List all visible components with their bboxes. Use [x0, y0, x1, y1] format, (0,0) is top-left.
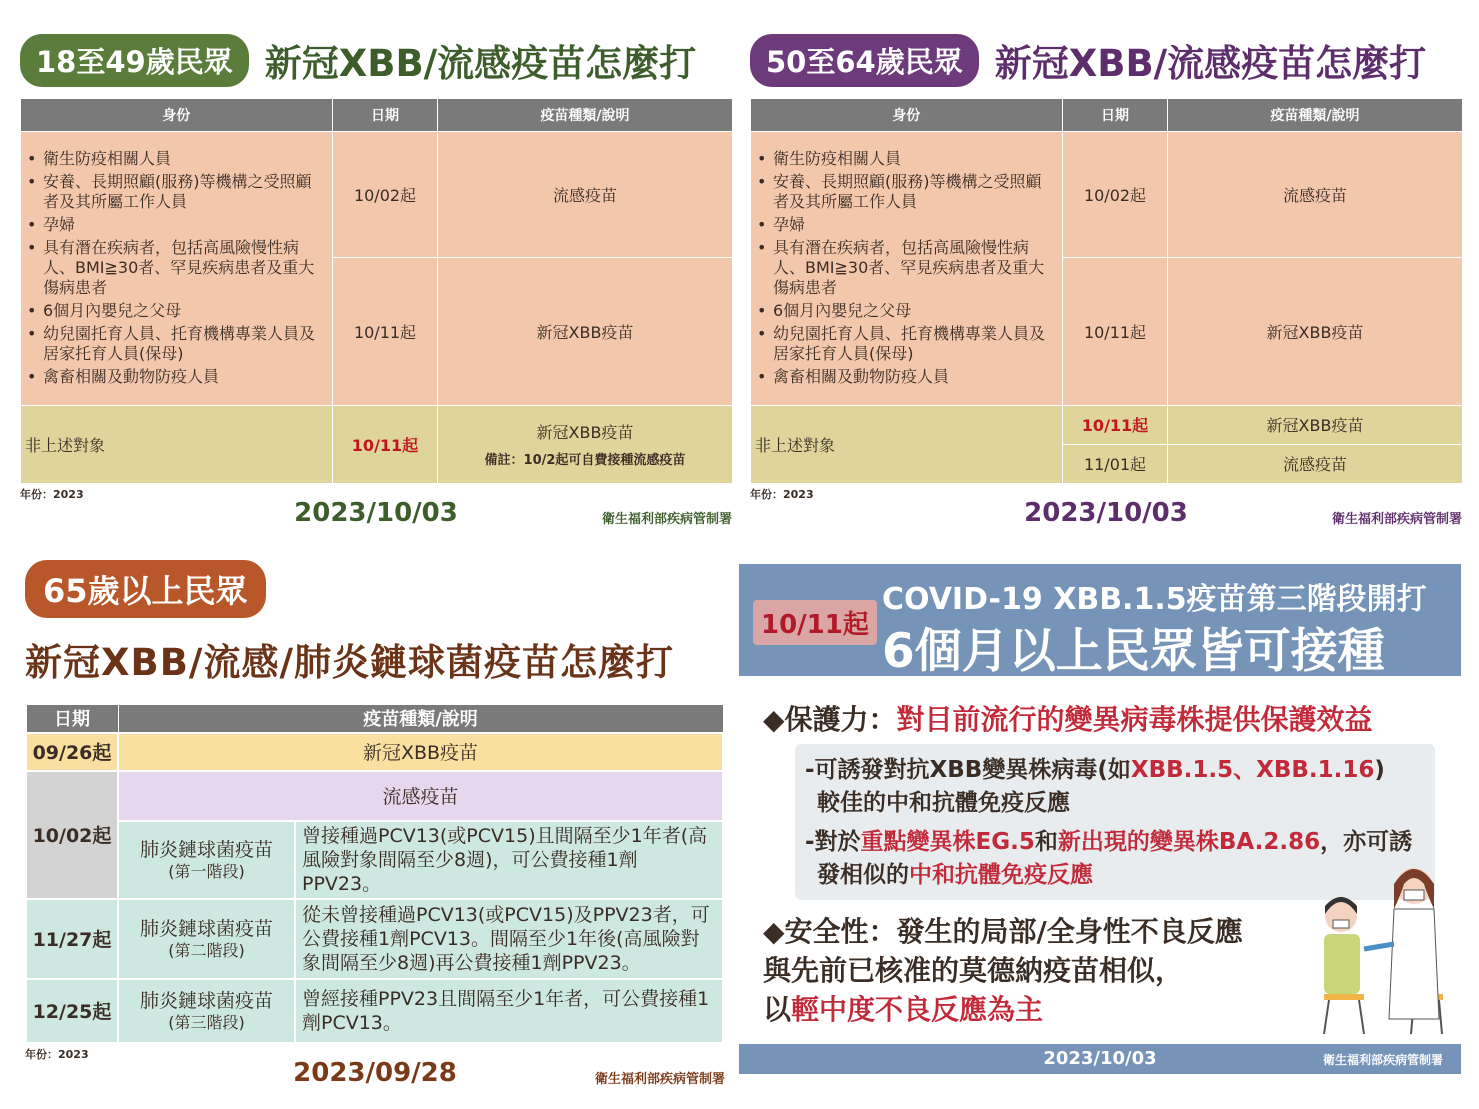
- vaccine-name: 新冠XBB疫苗: [536, 423, 634, 442]
- vaccine-cell: [118, 979, 295, 1043]
- footer: [20, 484, 732, 530]
- other-label: 非上述對象: [21, 405, 333, 483]
- identity-item: • 6個月內嬰兒之父母: [773, 301, 1054, 321]
- identity-item: • 幼兒園托育人員、托育機構專業人員及居家托育人員(保母): [773, 324, 1054, 364]
- detail-line: [805, 787, 1427, 820]
- vaccine-cell: 新冠XBB疫苗: [438, 257, 733, 405]
- description-cell: 從未曾接種過PCV13(或PCV15)及PPV23者，可公費接種1劑PCV13。間隔至少1年後(高風險對象間隔至少8週)再公費接種1劑PPV23。: [295, 899, 723, 979]
- date-cell: 10/02起: [26, 771, 118, 899]
- date-cell: 10/11起: [1063, 257, 1168, 405]
- identity-item: • 孕婦: [43, 215, 324, 235]
- safety-highlight: 輕中度不良反應為主: [791, 993, 1044, 1026]
- panel-title: 新冠XBB/流感疫苗怎麼打: [264, 42, 697, 85]
- identity-item: • 安養、長期照顧(服務)等機構之受照顧者及其所屬工作人員: [773, 172, 1054, 212]
- agency-name: 衛生福利部疾病管制署: [601, 511, 732, 527]
- year-label: 年份：2023: [25, 1047, 89, 1061]
- vaccine-table: [25, 704, 724, 1044]
- date-cell: 10/11起: [333, 405, 438, 483]
- identity-item: • 安養、長期照顧(服務)等機構之受照顧者及其所屬工作人員: [43, 172, 324, 212]
- subheadline: 6個月以上民眾皆可接種: [882, 624, 1385, 679]
- panel-65-plus: [25, 560, 725, 1088]
- phase-label: (第三階段): [168, 1012, 245, 1032]
- agency-name: 衛生福利部疾病管制署: [1322, 1053, 1443, 1067]
- year-label: 年份：2023: [750, 487, 814, 501]
- date-cell: 10/11起: [1063, 405, 1168, 444]
- vaccine-cell: 流感疫苗: [438, 131, 733, 257]
- title-band: [739, 564, 1461, 679]
- panel-header: [25, 560, 725, 686]
- detail-text: 和: [1034, 829, 1058, 855]
- date-cell: 10/02起: [333, 131, 438, 257]
- vaccine-name: 肺炎鏈球菌疫苗: [139, 917, 273, 940]
- detail-text: ，亦可誘: [1320, 829, 1413, 855]
- bottom-band: [739, 1044, 1461, 1074]
- vaccine-table: [20, 99, 733, 484]
- panel-header: [750, 30, 1462, 90]
- agency-name: 衛生福利部疾病管制署: [594, 1071, 725, 1087]
- vaccine-cell: 流感疫苗: [1168, 131, 1463, 257]
- identity-item: • 孕婦: [773, 215, 1054, 235]
- col-header-identity: 身份: [751, 99, 1063, 131]
- footer-date: 2023/10/03: [1024, 497, 1188, 528]
- age-group-pill: 65歲以上民眾: [25, 560, 266, 618]
- vaccine-table: [750, 99, 1463, 484]
- date-cell: 10/02起: [1063, 131, 1168, 257]
- date-cell: 11/01起: [1063, 444, 1168, 483]
- headline: COVID-19 XBB.1.5疫苗第三階段開打: [882, 582, 1427, 617]
- identity-item: • 6個月內嬰兒之父母: [43, 301, 324, 321]
- vaccine-name: 肺炎鏈球菌疫苗: [139, 989, 273, 1012]
- footer: [750, 484, 1462, 530]
- footer: [25, 1044, 725, 1090]
- age-group-pill: 50至64歲民眾: [750, 34, 979, 87]
- date-cell: 12/25起: [26, 979, 118, 1043]
- col-header-date: 日期: [333, 99, 438, 131]
- panel-title: 新冠XBB/流感疫苗怎麼打: [994, 42, 1427, 85]
- date-cell: 11/27起: [26, 899, 118, 979]
- phase-label: (第一階段): [168, 861, 245, 881]
- vaccine-name: 肺炎鏈球菌疫苗: [139, 838, 273, 861]
- safety-text: 以: [763, 993, 792, 1026]
- identity-item: • 衛生防疫相關人員: [773, 149, 1054, 169]
- footer-date: 2023/10/03: [294, 497, 458, 528]
- col-header-vaccine: 疫苗種類/說明: [1168, 99, 1463, 131]
- variant-highlight: 重點變異株EG.5: [860, 829, 1035, 855]
- detail-text: 較佳的中和抗體免疫反應: [817, 790, 1070, 816]
- protection-text: 對目前流行的變異病毒株提供保護效益: [896, 703, 1373, 736]
- variant-highlight: 新出現的變異株BA.2.86: [1057, 829, 1321, 855]
- identity-item: • 衛生防疫相關人員: [43, 149, 324, 169]
- col-header-date: 日期: [1063, 99, 1168, 131]
- identity-item: • 具有潛在疾病者，包括高風險慢性病人、BMI≧30者、罕見疾病患者及重大傷病患者: [773, 238, 1054, 298]
- protection-heading: [739, 698, 1461, 738]
- safety-line: 與先前已核准的莫德納疫苗相似，: [763, 954, 1184, 987]
- panel-covid-xbb: [739, 564, 1461, 1074]
- identity-list: [21, 131, 333, 405]
- date-cell: 10/11起: [333, 257, 438, 405]
- vaccine-cell: [118, 899, 295, 979]
- detail-text: -可誘發對抗XBB變異株病毒(如: [805, 757, 1131, 783]
- date-cell: 09/26起: [26, 733, 118, 771]
- protection-label: ◆保護力：: [763, 703, 897, 736]
- panel-18-49: [20, 30, 732, 540]
- vaccine-cell: [438, 405, 733, 483]
- identity-item: • 幼兒園托育人員、托育機構專業人員及居家托育人員(保母): [43, 324, 324, 364]
- identity-item: • 禽畜相關及動物防疫人員: [773, 367, 1054, 387]
- identity-item: • 禽畜相關及動物防疫人員: [43, 367, 324, 387]
- start-date-badge: 10/11起: [753, 600, 877, 645]
- phase-label: (第二階段): [168, 940, 245, 960]
- vaccine-cell: [118, 821, 295, 899]
- col-header-vaccine: 疫苗種類/說明: [438, 99, 733, 131]
- detail-text: -對於: [805, 829, 861, 855]
- panel-title: 新冠XBB/流感/肺炎鏈球菌疫苗怎麼打: [25, 641, 674, 684]
- vaccination-illustration: [1299, 854, 1449, 1039]
- year-label: 年份：2023: [20, 487, 84, 501]
- footer-date: 2023/10/03: [1043, 1048, 1157, 1069]
- variant-highlight: XBB.1.5、XBB.1.16: [1130, 757, 1375, 783]
- safety-line: ◆安全性：發生的局部/全身性不良反應: [763, 915, 1243, 948]
- panel-header: [20, 30, 732, 90]
- description-cell: 曾經接種PPV23且間隔至少1年者，可公費接種1劑PCV13。: [295, 979, 723, 1043]
- vaccine-cell: 新冠XBB疫苗: [1168, 405, 1463, 444]
- other-label: 非上述對象: [751, 405, 1063, 483]
- detail-text: ): [1374, 757, 1385, 783]
- footer-date: 2023/09/28: [293, 1057, 457, 1088]
- note: 備註：10/2起可自費接種流感疫苗: [484, 453, 686, 468]
- vaccine-cell: 新冠XBB疫苗: [1168, 257, 1463, 405]
- detail-line: [805, 754, 1427, 787]
- vaccine-cell: 流感疫苗: [118, 771, 723, 821]
- vaccine-cell: 新冠XBB疫苗: [118, 733, 723, 771]
- age-group-pill: 18至49歲民眾: [20, 34, 249, 87]
- col-header-vaccine: 疫苗種類/說明: [118, 705, 723, 733]
- panel-50-64: [750, 30, 1462, 540]
- identity-list: [751, 131, 1063, 405]
- col-header-date: 日期: [26, 705, 118, 733]
- vaccine-cell: 流感疫苗: [1168, 444, 1463, 483]
- variant-highlight: 中和抗體免疫反應: [909, 862, 1093, 888]
- agency-name: 衛生福利部疾病管制署: [1331, 511, 1462, 527]
- col-header-identity: 身份: [21, 99, 333, 131]
- description-cell: 曾接種過PCV13(或PCV15)且間隔至少1年者(高風險對象間隔至少8週)，可公費接種1劑PPV23。: [295, 821, 723, 899]
- detail-text: 發相似的: [817, 862, 909, 888]
- identity-item: • 具有潛在疾病者，包括高風險慢性病人、BMI≧30者、罕見疾病患者及重大傷病患者: [43, 238, 324, 298]
